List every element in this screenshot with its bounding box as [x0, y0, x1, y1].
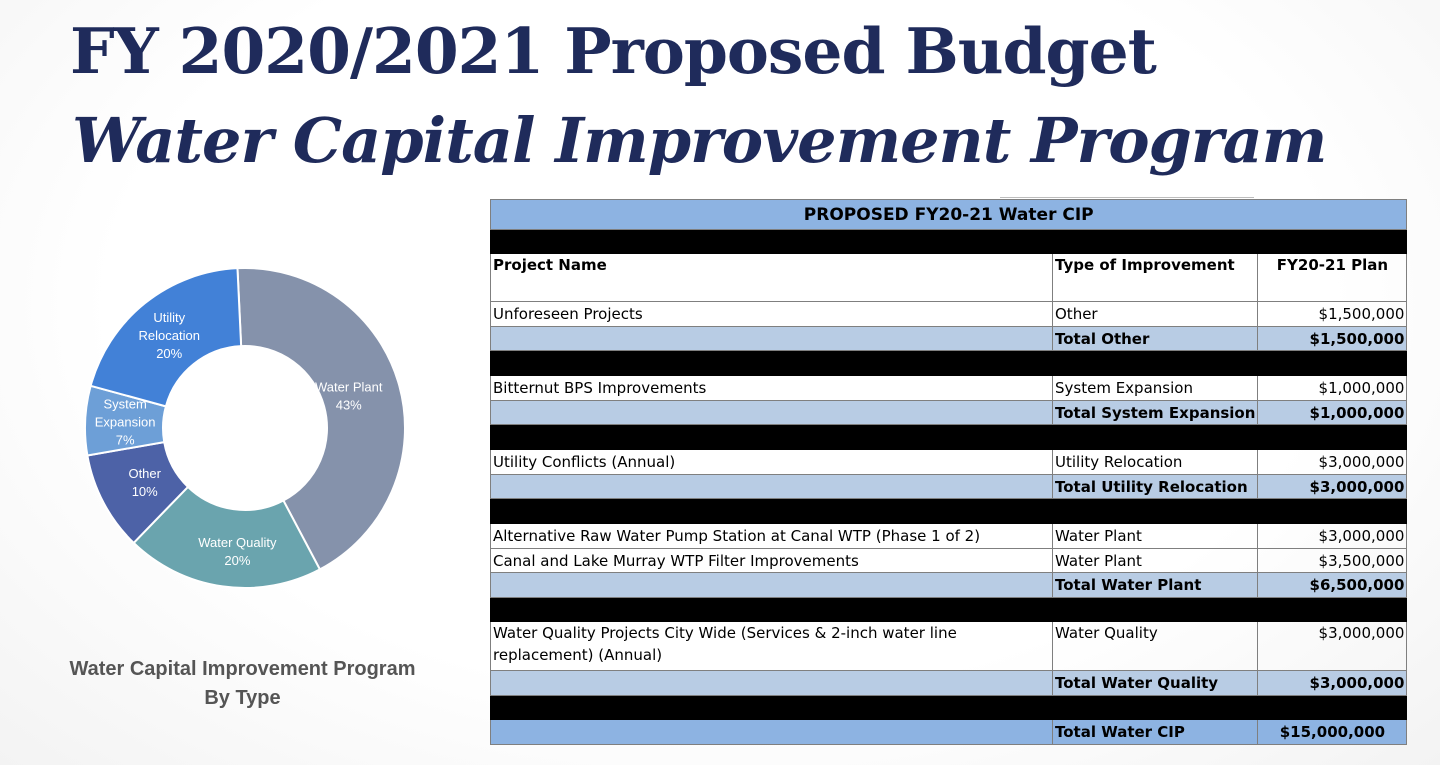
donut-label-water-plant: Water Plant 43%: [315, 379, 383, 413]
separator-row: [491, 425, 1407, 450]
improvement-type: System Expansion: [1053, 376, 1258, 401]
separator-row: [491, 351, 1407, 376]
column-header-plan: FY20-21 Plan: [1258, 254, 1407, 302]
subtotal-row: [491, 671, 1407, 696]
table-row: [491, 376, 1407, 401]
project-name: Alternative Raw Water Pump Station at Canal WTP (Phase 1 of 2): [491, 524, 1053, 549]
chart-title-line-1: Water Capital Improvement Program: [69, 658, 416, 680]
plan-amount: $3,500,000: [1258, 549, 1407, 573]
chart-title-line-2: By Type: [204, 687, 281, 709]
subtotal-row: [491, 573, 1407, 598]
column-header-project: Project Name: [491, 254, 1053, 302]
plan-amount: $1,000,000: [1258, 376, 1407, 401]
project-name: Bitternut BPS Improvements: [491, 376, 1053, 401]
donut-label-utility-relocation: Utility Relocation 20%: [138, 309, 200, 361]
grand-total-row: [491, 720, 1407, 745]
separator-row: [491, 230, 1407, 254]
table-row: [491, 622, 1407, 671]
separator-row: [491, 499, 1407, 524]
improvement-type: Other: [1053, 302, 1258, 327]
subtotal-amount: $1,500,000: [1258, 327, 1407, 351]
subtotal-label: Total Utility Relocation: [1053, 475, 1258, 499]
plan-amount: $1,500,000: [1258, 302, 1407, 327]
plan-amount: $3,000,000: [1258, 450, 1407, 475]
chart-title: [40, 655, 445, 713]
page-title: FY 2020/2021 Proposed Budget: [70, 14, 1156, 88]
plan-amount: $3,000,000: [1258, 524, 1407, 549]
separator-row: [491, 598, 1407, 622]
plan-amount: $3,000,000: [1258, 622, 1407, 671]
column-header-row: [491, 254, 1407, 302]
project-name: Canal and Lake Murray WTP Filter Improvements: [491, 549, 1053, 573]
column-header-type: Type of Improvement: [1053, 254, 1258, 302]
divider-line: [1000, 197, 1254, 198]
table-row: [491, 524, 1407, 549]
subtotal-label: Total Water Quality: [1053, 671, 1258, 696]
subtotal-amount: $1,000,000: [1258, 401, 1407, 425]
improvement-type: Water Quality: [1053, 622, 1258, 671]
project-name: Unforeseen Projects: [491, 302, 1053, 327]
project-name: Water Quality Projects City Wide (Services & 2-inch water line replacement) (Annual): [491, 622, 1053, 671]
donut-label-other: Other 10%: [128, 466, 161, 500]
donut-chart: [60, 245, 420, 605]
subtotal-label: Total Water Plant: [1053, 573, 1258, 598]
subtotal-row: [491, 475, 1407, 499]
subtotal-row: [491, 401, 1407, 425]
table-title-row: [491, 200, 1407, 230]
subtotal-label: Total Other: [1053, 327, 1258, 351]
donut-label-system-expansion: System Expansion 7%: [94, 396, 156, 448]
grand-total-label: Total Water CIP: [1053, 720, 1258, 745]
table-row: [491, 549, 1407, 573]
subtotal-amount: $3,000,000: [1258, 671, 1407, 696]
cip-table: [490, 199, 1407, 745]
improvement-type: Water Plant: [1053, 524, 1258, 549]
grand-total-amount: $15,000,000: [1258, 720, 1407, 745]
table-row: [491, 302, 1407, 327]
table-title: PROPOSED FY20-21 Water CIP: [491, 200, 1407, 230]
subtotal-label: Total System Expansion: [1053, 401, 1258, 425]
table-row: [491, 450, 1407, 475]
project-name: Utility Conflicts (Annual): [491, 450, 1053, 475]
subtotal-amount: $6,500,000: [1258, 573, 1407, 598]
donut-label-water-quality: Water Quality 20%: [198, 534, 277, 568]
subtotal-amount: $3,000,000: [1258, 475, 1407, 499]
improvement-type: Utility Relocation: [1053, 450, 1258, 475]
separator-row: [491, 696, 1407, 720]
subtotal-row: [491, 327, 1407, 351]
improvement-type: Water Plant: [1053, 549, 1258, 573]
page-subtitle: Water Capital Improvement Program: [72, 104, 1327, 177]
